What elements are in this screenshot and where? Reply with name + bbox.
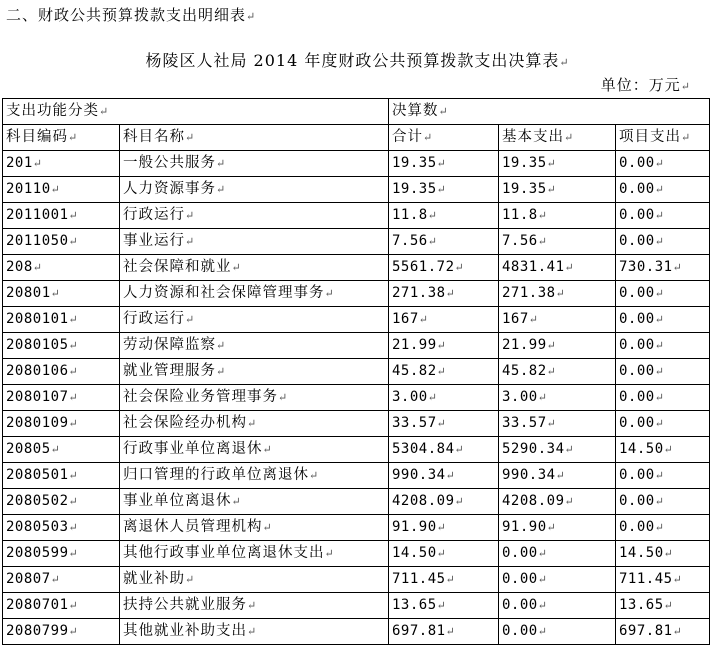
header-column-row [3, 125, 710, 151]
paragraph-mark-icon: ↵ [454, 261, 465, 274]
cell-code: 20807↵ [3, 567, 120, 593]
cell-code: 2011001↵ [3, 203, 120, 229]
paragraph-mark-icon: ↵ [68, 469, 79, 482]
cell-basic: 5290.34↵ [499, 437, 616, 463]
paragraph-mark-icon: ↵ [216, 183, 227, 196]
cell-total: 167↵ [389, 307, 499, 333]
paragraph-mark-icon: ↵ [654, 521, 665, 534]
paragraph-mark-icon: ↵ [185, 573, 196, 586]
cell-code: 2080101↵ [3, 307, 120, 333]
cell-name: 其他就业补助支出↵ [120, 619, 389, 645]
paragraph-mark-icon: ↵ [654, 183, 665, 196]
paragraph-mark-icon: ↵ [68, 391, 79, 404]
table-row [3, 229, 710, 255]
paragraph-mark-icon: ↵ [216, 365, 227, 378]
cell-code: 2080503↵ [3, 515, 120, 541]
paragraph-mark-icon: ↵ [546, 521, 557, 534]
paragraph-mark-icon: ↵ [231, 495, 242, 508]
paragraph-mark-icon: ↵ [68, 625, 79, 638]
table-row [3, 437, 710, 463]
cell-total: 21.99↵ [389, 333, 499, 359]
cell-total: 19.35↵ [389, 177, 499, 203]
paragraph-mark-icon: ↵ [247, 625, 258, 638]
cell-code: 2080107↵ [3, 385, 120, 411]
paragraph-mark-icon: ↵ [324, 547, 335, 560]
paragraph-mark-icon: ↵ [50, 287, 61, 300]
paragraph-mark-icon: ↵ [309, 469, 320, 482]
paragraph-mark-icon: ↵ [454, 443, 465, 456]
paragraph-mark-icon: ↵ [663, 547, 674, 560]
paragraph-mark-icon: ↵ [528, 313, 540, 326]
cell-project: 0.00↵ [616, 359, 710, 385]
paragraph-mark-icon: ↵ [68, 235, 79, 248]
cell-basic: 271.38↵ [499, 281, 616, 307]
cell-basic: 4208.09↵ [499, 489, 616, 515]
cell-basic: 0.00↵ [499, 619, 616, 645]
cell-code: 2011050↵ [3, 229, 120, 255]
cell-basic: 0.00↵ [499, 593, 616, 619]
paragraph-mark-icon: ↵ [672, 261, 683, 274]
table-row [3, 489, 710, 515]
paragraph-mark-icon: ↵ [436, 365, 447, 378]
paragraph-mark-icon: ↵ [68, 599, 79, 612]
paragraph-mark-icon: ↵ [564, 443, 575, 456]
paragraph-mark-icon: ↵ [32, 261, 44, 274]
table-row [3, 567, 710, 593]
paragraph-mark-icon: ↵ [445, 287, 456, 300]
paragraph-mark-icon: ↵ [68, 339, 79, 352]
header-code: 科目编码↵ [3, 125, 120, 151]
paragraph-mark-icon: ↵ [68, 495, 79, 508]
paragraph-mark-icon: ↵ [185, 235, 196, 248]
document-title: 杨陵区人社局 2014 年度财政公共预算拨款支出决算表↵ [145, 51, 570, 70]
paragraph-mark-icon: ↵ [537, 573, 548, 586]
cell-total: 11.8↵ [389, 203, 499, 229]
cell-project: 0.00↵ [616, 307, 710, 333]
paragraph-mark-icon: ↵ [68, 417, 79, 430]
paragraph-mark-icon: ↵ [427, 391, 438, 404]
paragraph-mark-icon: ↵ [564, 261, 575, 274]
table-row [3, 541, 710, 567]
cell-code: 2080106↵ [3, 359, 120, 385]
cell-code: 20801↵ [3, 281, 120, 307]
paragraph-mark-icon: ↵ [278, 391, 289, 404]
paragraph-mark-icon: ↵ [68, 521, 79, 534]
paragraph-mark-icon: ↵ [436, 417, 447, 430]
paragraph-mark-icon: ↵ [537, 599, 548, 612]
table-row [3, 255, 710, 281]
cell-code: 2080701↵ [3, 593, 120, 619]
paragraph-mark-icon: ↵ [427, 235, 438, 248]
cell-basic: 33.57↵ [499, 411, 616, 437]
cell-name: 社会保险业务管理事务↵ [120, 385, 389, 411]
paragraph-mark-icon: ↵ [324, 287, 335, 300]
cell-name: 社会保障和就业↵ [120, 255, 389, 281]
cell-project: 711.45↵ [616, 567, 710, 593]
paragraph-mark-icon: ↵ [546, 183, 557, 196]
cell-name: 人力资源事务↵ [120, 177, 389, 203]
paragraph-mark-icon: ↵ [537, 209, 548, 222]
paragraph-mark-icon: ↵ [555, 287, 566, 300]
cell-project: 0.00↵ [616, 151, 710, 177]
cell-code: 208↵ [3, 255, 120, 281]
table-row [3, 385, 710, 411]
paragraph-mark-icon: ↵ [654, 339, 665, 352]
cell-code: 2080501↵ [3, 463, 120, 489]
table-row [3, 177, 710, 203]
cell-project: 730.31↵ [616, 255, 710, 281]
paragraph-mark-icon: ↵ [246, 10, 257, 23]
paragraph-mark-icon: ↵ [445, 573, 456, 586]
cell-project: 0.00↵ [616, 489, 710, 515]
cell-project: 0.00↵ [616, 385, 710, 411]
paragraph-mark-icon: ↵ [663, 443, 674, 456]
cell-project: 0.00↵ [616, 229, 710, 255]
cell-project: 0.00↵ [616, 333, 710, 359]
cell-total: 990.34↵ [389, 463, 499, 489]
table-row [3, 151, 710, 177]
paragraph-mark-icon: ↵ [231, 261, 242, 274]
paragraph-mark-icon: ↵ [247, 417, 258, 430]
paragraph-mark-icon: ↵ [68, 209, 79, 222]
cell-project: 0.00↵ [616, 177, 710, 203]
cell-project: 0.00↵ [616, 515, 710, 541]
cell-name: 离退休人员管理机构↵ [120, 515, 389, 541]
header-final-amount: 决算数↵ [389, 99, 710, 125]
table-body [3, 151, 710, 645]
paragraph-mark-icon: ↵ [537, 547, 548, 560]
cell-basic: 11.8↵ [499, 203, 616, 229]
table-row [3, 359, 710, 385]
cell-project: 697.81↵ [616, 619, 710, 645]
paragraph-mark-icon: ↵ [50, 443, 61, 456]
paragraph-mark-icon: ↵ [247, 599, 258, 612]
cell-name: 其他行政事业单位离退休支出↵ [120, 541, 389, 567]
cell-code: 2080799↵ [3, 619, 120, 645]
cell-code: 201↵ [3, 151, 120, 177]
cell-code: 2080502↵ [3, 489, 120, 515]
header-function-class: 支出功能分类↵ [3, 99, 389, 125]
cell-basic: 4831.41↵ [499, 255, 616, 281]
paragraph-mark-icon: ↵ [445, 625, 456, 638]
table-row [3, 463, 710, 489]
cell-basic: 0.00↵ [499, 567, 616, 593]
paragraph-mark-icon: ↵ [185, 313, 196, 326]
cell-code: 2080105↵ [3, 333, 120, 359]
cell-name: 行政运行↵ [120, 203, 389, 229]
header-project: 项目支出↵ [616, 125, 710, 151]
cell-code: 2080599↵ [3, 541, 120, 567]
table-row [3, 619, 710, 645]
paragraph-mark-icon: ↵ [654, 495, 665, 508]
paragraph-mark-icon: ↵ [262, 443, 273, 456]
cell-basic: 7.56↵ [499, 229, 616, 255]
cell-name: 事业运行↵ [120, 229, 389, 255]
paragraph-mark-icon: ↵ [559, 56, 570, 69]
cell-total: 5561.72↵ [389, 255, 499, 281]
table-row [3, 203, 710, 229]
cell-basic: 91.90↵ [499, 515, 616, 541]
paragraph-mark-icon: ↵ [436, 521, 447, 534]
header-total: 合计↵ [389, 125, 499, 151]
cell-name: 一般公共服务↵ [120, 151, 389, 177]
cell-basic: 990.34↵ [499, 463, 616, 489]
cell-project: 0.00↵ [616, 411, 710, 437]
cell-name: 就业管理服务↵ [120, 359, 389, 385]
table-row [3, 333, 710, 359]
cell-total: 3.00↵ [389, 385, 499, 411]
paragraph-mark-icon: ↵ [546, 365, 557, 378]
cell-code: 2080109↵ [3, 411, 120, 437]
table-row [3, 307, 710, 333]
paragraph-mark-icon: ↵ [654, 365, 665, 378]
cell-basic: 19.35↵ [499, 177, 616, 203]
paragraph-mark-icon: ↵ [436, 339, 447, 352]
cell-total: 33.57↵ [389, 411, 499, 437]
cell-total: 13.65↵ [389, 593, 499, 619]
paragraph-mark-icon: ↵ [436, 599, 447, 612]
paragraph-mark-icon: ↵ [537, 235, 548, 248]
cell-name: 行政运行↵ [120, 307, 389, 333]
paragraph-mark-icon: ↵ [436, 157, 447, 170]
cell-project: 14.50↵ [616, 437, 710, 463]
cell-total: 19.35↵ [389, 151, 499, 177]
cell-name: 事业单位离退休↵ [120, 489, 389, 515]
cell-total: 7.56↵ [389, 229, 499, 255]
cell-code: 20110↵ [3, 177, 120, 203]
header-basic: 基本支出↵ [499, 125, 616, 151]
cell-total: 14.50↵ [389, 541, 499, 567]
paragraph-mark-icon: ↵ [418, 313, 430, 326]
cell-name: 归口管理的行政单位离退休↵ [120, 463, 389, 489]
expenditure-table [2, 98, 710, 645]
cell-project: 0.00↵ [616, 281, 710, 307]
cell-total: 697.81↵ [389, 619, 499, 645]
cell-total: 711.45↵ [389, 567, 499, 593]
paragraph-mark-icon: ↵ [68, 365, 79, 378]
paragraph-mark-icon: ↵ [436, 183, 447, 196]
paragraph-mark-icon: ↵ [555, 469, 566, 482]
paragraph-mark-icon: ↵ [262, 521, 273, 534]
paragraph-mark-icon: ↵ [427, 209, 438, 222]
cell-basic: 0.00↵ [499, 541, 616, 567]
cell-total: 271.38↵ [389, 281, 499, 307]
paragraph-mark-icon: ↵ [454, 495, 465, 508]
paragraph-mark-icon: ↵ [537, 391, 548, 404]
paragraph-mark-icon: ↵ [654, 417, 665, 430]
table-row [3, 281, 710, 307]
cell-total: 91.90↵ [389, 515, 499, 541]
cell-basic: 45.82↵ [499, 359, 616, 385]
paragraph-mark-icon: ↵ [680, 80, 691, 93]
cell-total: 45.82↵ [389, 359, 499, 385]
paragraph-mark-icon: ↵ [654, 391, 665, 404]
paragraph-mark-icon: ↵ [537, 625, 548, 638]
cell-basic: 21.99↵ [499, 333, 616, 359]
paragraph-mark-icon: ↵ [68, 313, 79, 326]
cell-name: 行政事业单位离退休↵ [120, 437, 389, 463]
cell-name: 人力资源和社会保障管理事务↵ [120, 281, 389, 307]
paragraph-mark-icon: ↵ [445, 469, 456, 482]
paragraph-mark-icon: ↵ [654, 235, 665, 248]
paragraph-mark-icon: ↵ [672, 625, 683, 638]
paragraph-mark-icon: ↵ [32, 157, 44, 170]
cell-code: 20805↵ [3, 437, 120, 463]
paragraph-mark-icon: ↵ [654, 209, 665, 222]
paragraph-mark-icon: ↵ [672, 573, 683, 586]
cell-basic: 3.00↵ [499, 385, 616, 411]
paragraph-mark-icon: ↵ [654, 157, 665, 170]
paragraph-mark-icon: ↵ [654, 313, 665, 326]
cell-name: 扶持公共就业服务↵ [120, 593, 389, 619]
paragraph-mark-icon: ↵ [546, 339, 557, 352]
paragraph-mark-icon: ↵ [50, 183, 61, 196]
header-group-row [3, 99, 710, 125]
paragraph-mark-icon: ↵ [654, 287, 665, 300]
paragraph-mark-icon: ↵ [436, 547, 447, 560]
cell-name: 就业补助↵ [120, 567, 389, 593]
cell-basic: 167↵ [499, 307, 616, 333]
cell-name: 社会保险经办机构↵ [120, 411, 389, 437]
cell-project: 0.00↵ [616, 203, 710, 229]
cell-name: 劳动保障监察↵ [120, 333, 389, 359]
paragraph-mark-icon: ↵ [50, 573, 61, 586]
table-row [3, 593, 710, 619]
paragraph-mark-icon: ↵ [663, 599, 674, 612]
table-row [3, 411, 710, 437]
cell-total: 4208.09↵ [389, 489, 499, 515]
paragraph-mark-icon: ↵ [68, 547, 79, 560]
paragraph-mark-icon: ↵ [654, 469, 665, 482]
section-heading: 二、财政公共预算拨款支出明细表↵ [6, 6, 257, 24]
cell-project: 0.00↵ [616, 463, 710, 489]
header-name: 科目名称↵ [120, 125, 389, 151]
cell-project: 14.50↵ [616, 541, 710, 567]
cell-total: 5304.84↵ [389, 437, 499, 463]
paragraph-mark-icon: ↵ [216, 339, 227, 352]
paragraph-mark-icon: ↵ [185, 209, 196, 222]
paragraph-mark-icon: ↵ [546, 157, 557, 170]
cell-basic: 19.35↵ [499, 151, 616, 177]
paragraph-mark-icon: ↵ [216, 157, 227, 170]
cell-project: 13.65↵ [616, 593, 710, 619]
paragraph-mark-icon: ↵ [546, 417, 557, 430]
unit-label: 单位：万元↵ [600, 76, 691, 94]
table-row [3, 515, 710, 541]
paragraph-mark-icon: ↵ [564, 495, 575, 508]
